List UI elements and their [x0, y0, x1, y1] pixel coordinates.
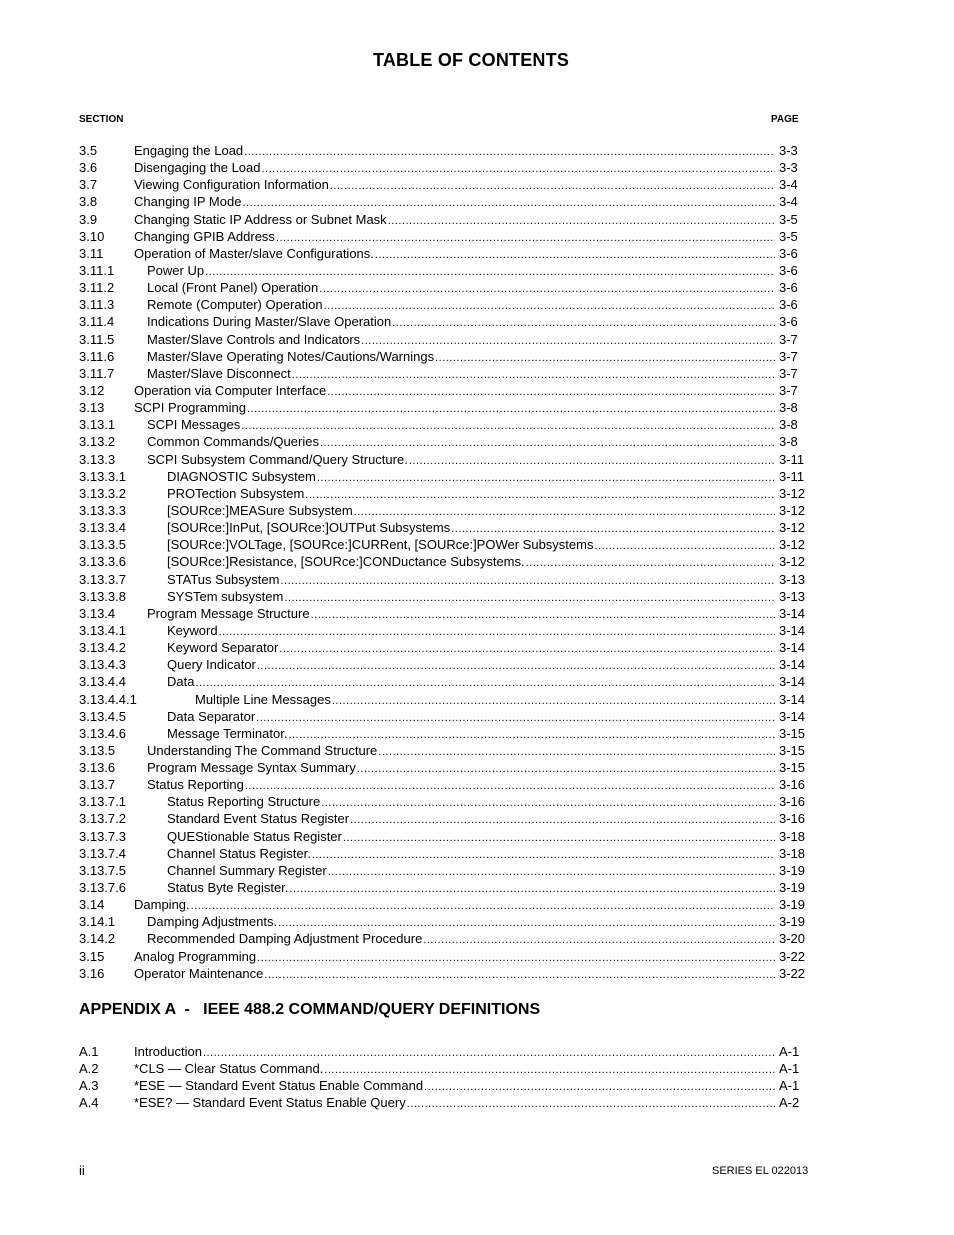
- toc-entry-line: [167, 502, 809, 521]
- toc-entry[interactable]: [79, 776, 809, 793]
- toc-entry-number: 3.13.3.5: [79, 537, 126, 553]
- toc-entry-page: 3-5: [779, 211, 798, 227]
- toc-entry-number: 3.13.3.7: [79, 571, 126, 587]
- toc-entry-line: [134, 399, 809, 418]
- toc-entry[interactable]: [79, 1094, 809, 1111]
- toc-entry-title: *ESE? — Standard Event Status Enable Query: [134, 1095, 406, 1111]
- toc-entry-number: 3.13.4.1: [79, 622, 126, 638]
- toc-entry-page: 3-14: [779, 674, 806, 690]
- toc-entry-title: Status Reporting Structure: [167, 794, 321, 810]
- toc-entry-page: 3-8: [779, 400, 798, 416]
- toc-entry-number: 3.13.5: [79, 742, 116, 758]
- toc-entry-line: [147, 759, 809, 778]
- toc-entry[interactable]: [79, 365, 809, 382]
- toc-entry-page: 3-22: [779, 965, 806, 981]
- toc-entry-page: 3-12: [779, 537, 806, 553]
- toc-entry-line: [167, 810, 809, 829]
- toc-entry-title: Program Message Structure: [147, 605, 310, 621]
- footer-series: SERIES EL 022013: [712, 1165, 809, 1177]
- toc-entry-page: 3-19: [779, 914, 806, 930]
- toc-entry-number: 3.16: [79, 965, 105, 981]
- toc-entry-line: [167, 553, 809, 572]
- toc-entry-title: Master/Slave Operating Notes/Cautions/Warnings: [147, 348, 435, 364]
- toc-entry-page: 3-12: [779, 520, 806, 536]
- toc-entry-page: 3-6: [779, 314, 798, 330]
- toc-entry-page: 3-16: [779, 794, 806, 810]
- toc-entry-number: 3.11.7: [79, 365, 115, 381]
- toc-entry-number: 3.13.2: [79, 434, 116, 450]
- toc-entry-number: 3.13.7.6: [79, 880, 126, 896]
- toc-entry-line: [134, 193, 809, 212]
- toc-entry[interactable]: [79, 879, 809, 896]
- toc-entry-number: 3.13.7.1: [79, 794, 126, 810]
- toc-entry[interactable]: [79, 416, 809, 433]
- toc-entry-title: Indications During Master/Slave Operation: [147, 314, 392, 330]
- toc-entry-line: [134, 948, 809, 967]
- toc-entry-page: A-1: [779, 1078, 800, 1094]
- toc-entry[interactable]: [79, 948, 809, 965]
- toc-entry-page: 3-6: [779, 245, 798, 261]
- toc-entry-line: [167, 673, 809, 692]
- toc-entry-line: [147, 433, 809, 452]
- toc-entry-line: [134, 1077, 809, 1096]
- toc-entry-number: 3.13.4.3: [79, 657, 126, 673]
- toc-entry[interactable]: [79, 965, 809, 982]
- dot-leader: [264, 967, 775, 984]
- toc-entry-page: 3-19: [779, 880, 806, 896]
- toc-entry-page: 3-3: [779, 143, 798, 158]
- toc-entry[interactable]: [79, 502, 809, 519]
- dot-leader: [407, 1096, 775, 1113]
- toc-entry-line: [147, 605, 809, 624]
- toc-entry-line: [147, 348, 809, 367]
- toc-entry-line: [147, 262, 809, 281]
- toc-entry[interactable]: [79, 1043, 809, 1060]
- toc-entry-line: [147, 313, 809, 332]
- toc-entry-page: 3-13: [779, 571, 806, 587]
- toc-entry-page: 3-4: [779, 177, 798, 193]
- toc-entry-number: 3.13.1: [79, 417, 116, 433]
- toc-entry[interactable]: [79, 742, 809, 759]
- toc-entry-number: 3.15: [79, 948, 105, 964]
- toc-entry-title: *ESE — Standard Event Status Enable Command: [134, 1078, 424, 1094]
- toc-entry[interactable]: [79, 296, 809, 313]
- toc-entry-page: 3-12: [779, 485, 806, 501]
- toc-entry-number: 3.13.3.6: [79, 554, 126, 570]
- toc-entry-title: [SOURce:]Resistance, [SOURce:]CONDuctance Subsystems.: [167, 554, 525, 570]
- toc-entry-page: A-1: [779, 1044, 800, 1059]
- toc-entry-page: 3-11: [779, 468, 805, 484]
- toc-entry-number: 3.11.3: [79, 297, 115, 313]
- toc-entry-title: Program Message Syntax Summary: [147, 760, 356, 776]
- toc-entry-title: Multiple Line Messages: [195, 691, 331, 707]
- toc-entry-page: 3-15: [779, 742, 806, 758]
- toc-entry-title: PROTection Subsystem: [167, 485, 305, 501]
- toc-entry-number: 3.10: [79, 228, 105, 244]
- toc-entry-page: 3-12: [779, 502, 806, 518]
- toc-entry[interactable]: [79, 930, 809, 947]
- toc-entry-title: Channel Summary Register: [167, 862, 327, 878]
- toc-entry-page: 3-14: [779, 657, 806, 673]
- toc-entry[interactable]: [79, 845, 809, 862]
- toc-entry-title: *CLS — Clear Status Command.: [134, 1061, 324, 1077]
- toc-entry-page: 3-7: [779, 365, 798, 381]
- toc-entry-number: 3.13.6: [79, 760, 116, 776]
- toc-entry-title: Operation via Computer Interface: [134, 382, 327, 398]
- toc-entry-line: [134, 211, 809, 230]
- toc-entry[interactable]: [79, 485, 809, 502]
- toc-entry-title: Changing IP Mode: [134, 194, 242, 210]
- toc-entry[interactable]: [79, 159, 809, 176]
- toc-entry-line: [134, 1094, 809, 1113]
- toc-entry-number: 3.13.4: [79, 605, 116, 621]
- toc-entry-title: Master/Slave Controls and Indicators: [147, 331, 361, 347]
- toc-entry-page: 3-14: [779, 640, 806, 656]
- toc-entry-title: Data: [167, 674, 195, 690]
- toc-entry-title: Changing Static IP Address or Subnet Mask: [134, 211, 387, 227]
- toc-entry-line: [167, 536, 809, 555]
- toc-entry-line: [167, 468, 809, 487]
- toc-entry-title: Engaging the Load: [134, 143, 244, 158]
- appendix-heading: APPENDIX A - IEEE 488.2 COMMAND/QUERY DEFINITIONS: [79, 1001, 541, 1018]
- toc-entry-line: [134, 965, 809, 984]
- toc-entry-page: 3-4: [779, 194, 798, 210]
- toc-entry-title: Changing GPIB Address: [134, 228, 275, 244]
- toc-entry-number: 3.11.2: [79, 280, 115, 296]
- toc-entry-line: [167, 725, 809, 744]
- toc-entry[interactable]: [79, 193, 809, 210]
- toc-entry-number: 3.6: [79, 160, 98, 176]
- toc-entry-page: 3-15: [779, 725, 806, 741]
- toc-entry-number: 3.7: [79, 177, 98, 193]
- toc-entry-title: QUEStionable Status Register: [167, 828, 342, 844]
- toc-entry-number: 3.11.6: [79, 348, 115, 364]
- toc-entry-page: 3-16: [779, 811, 806, 827]
- toc-entry-title: Keyword Separator: [167, 640, 279, 656]
- toc-entry-number: 3.13.7.4: [79, 845, 126, 861]
- toc-entry[interactable]: [79, 862, 809, 879]
- toc-entry-title: Damping Adjustments.: [147, 914, 278, 930]
- toc-entry[interactable]: [79, 279, 809, 296]
- toc-entry-number: 3.11.5: [79, 331, 115, 347]
- toc-entry-number: 3.13.3: [79, 451, 116, 467]
- toc-entry-title: Damping.: [134, 897, 190, 913]
- toc-entry-number: 3.13.3.8: [79, 588, 126, 604]
- toc-entry[interactable]: [79, 725, 809, 742]
- toc-entry-title: Keyword: [167, 622, 218, 638]
- toc-entry[interactable]: [79, 828, 809, 845]
- toc-entry-page: 3-14: [779, 691, 806, 707]
- toc-entry[interactable]: [79, 348, 809, 365]
- toc-entry[interactable]: [79, 708, 809, 725]
- toc-entry-line: [167, 656, 809, 675]
- toc-entry-line: [147, 776, 809, 795]
- toc-entry-page: 3-7: [779, 348, 798, 364]
- toc-entry[interactable]: [79, 691, 809, 708]
- toc-entry-line: [134, 142, 809, 161]
- toc-entry-title: Local (Front Panel) Operation: [147, 280, 319, 296]
- toc-entry-number: 3.13.7.5: [79, 862, 126, 878]
- toc-entry-page: 3-7: [779, 331, 798, 347]
- page-title: TABLE OF CONTENTS: [372, 50, 570, 70]
- toc-entry-title: DIAGNOSTIC Subsystem: [167, 468, 316, 484]
- toc-entry-line: [134, 159, 809, 178]
- toc-entry-number: 3.13.4.2: [79, 640, 126, 656]
- toc-entry-page: 3-13: [779, 588, 806, 604]
- toc-entry-number: 3.13.7.3: [79, 828, 126, 844]
- toc-entry-page: 3-6: [779, 297, 798, 313]
- toc-entry-title: Master/Slave Disconnect: [147, 365, 291, 381]
- toc-entry[interactable]: [79, 262, 809, 279]
- toc-entry-page: 3-20: [779, 931, 806, 947]
- toc-entry-title: Introduction: [134, 1044, 202, 1059]
- toc-entry-number: 3.13.3.1: [79, 468, 126, 484]
- toc-entry[interactable]: [79, 913, 809, 930]
- toc-entry[interactable]: [79, 399, 809, 416]
- toc-entry-number: A.4: [79, 1095, 99, 1111]
- footer-page-number: ii: [79, 1163, 85, 1178]
- toc-entry-number: 3.11.4: [79, 314, 115, 330]
- toc-entry-title: [SOURce:]VOLTage, [SOURce:]CURRent, [SOURce:]POWer Subsystems: [167, 537, 594, 553]
- toc-entry-number: 3.13.4.5: [79, 708, 126, 724]
- toc-entry[interactable]: [79, 176, 809, 193]
- toc-entry-title: [SOURce:]InPut, [SOURce:]OUTPut Subsystems: [167, 520, 451, 536]
- toc-entry-title: SCPI Programming: [134, 400, 246, 416]
- toc-entry-title: Status Reporting: [147, 777, 244, 793]
- toc-entry-page: 3-3: [779, 160, 798, 176]
- toc-entry-line: [167, 485, 809, 504]
- toc-entry-line: [134, 176, 809, 195]
- toc-entry-line: [167, 828, 809, 847]
- toc-entry-line: [167, 588, 809, 607]
- toc-entry-page: 3-19: [779, 862, 806, 878]
- toc-entry-page: 3-14: [779, 708, 806, 724]
- toc-entry-line: [195, 691, 809, 710]
- toc-entry-line: [167, 708, 809, 727]
- toc-entry[interactable]: [79, 331, 809, 348]
- toc-entry[interactable]: [79, 142, 809, 159]
- toc-entry-number: 3.13.3.4: [79, 520, 126, 536]
- toc-entry-number: 3.11.1: [79, 262, 115, 278]
- toc-entry-number: 3.13.3.3: [79, 502, 126, 518]
- toc-entry-number: 3.11: [79, 245, 104, 261]
- toc-entry-title: Remote (Computer) Operation: [147, 297, 323, 313]
- toc-entry-line: [147, 913, 809, 932]
- section-column-header: SECTION: [79, 114, 124, 125]
- toc-entry-title: Power Up: [147, 262, 205, 278]
- toc-entry-title: Common Commands/Queries: [147, 434, 319, 450]
- toc-entry[interactable]: [79, 245, 809, 262]
- toc-entry[interactable]: [79, 896, 809, 913]
- toc-entry[interactable]: [79, 605, 809, 622]
- toc-entry[interactable]: [79, 639, 809, 656]
- toc-entry-number: 3.13.7.2: [79, 811, 126, 827]
- toc-entry[interactable]: [79, 571, 809, 588]
- toc-entry-line: [167, 845, 809, 864]
- toc-entry-line: [134, 896, 809, 915]
- page-column-header: PAGE: [771, 114, 799, 125]
- toc-entry-page: 3-19: [779, 897, 806, 913]
- toc-entry-title: SCPI Subsystem Command/Query Structure.: [147, 451, 408, 467]
- toc-entry[interactable]: [79, 622, 809, 639]
- toc-entry[interactable]: [79, 382, 809, 399]
- toc-entry-title: SYSTem subsystem: [167, 588, 284, 604]
- toc-entry-line: [167, 793, 809, 812]
- toc-entry-title: Recommended Damping Adjustment Procedure: [147, 931, 423, 947]
- toc-entry-line: [147, 279, 809, 298]
- toc-entry-number: A.2: [79, 1061, 99, 1077]
- toc-entry-line: [134, 228, 809, 247]
- toc-entry-page: 3-15: [779, 760, 806, 776]
- toc-entry[interactable]: [79, 468, 809, 485]
- toc-entry-title: SCPI Messages: [147, 417, 241, 433]
- toc-entry-title: Operation of Master/slave Configurations.: [134, 245, 374, 261]
- toc-entry-title: Viewing Configuration Information: [134, 177, 329, 193]
- toc-entry-line: [134, 245, 809, 264]
- toc-entry-page: 3-22: [779, 948, 806, 964]
- toc-entry-number: 3.12: [79, 382, 105, 398]
- toc-entry-page: A-1: [779, 1061, 800, 1077]
- toc-entry-line: [147, 365, 809, 384]
- toc-entry-number: 3.13: [79, 400, 105, 416]
- toc-entry-line: [167, 639, 809, 658]
- toc-entry-line: [134, 1060, 809, 1079]
- toc-entry-number: 3.13.4.4.1: [79, 691, 137, 707]
- toc-entry-page: 3-7: [779, 382, 798, 398]
- toc-entry[interactable]: [79, 313, 809, 330]
- toc-entry-page: 3-8: [779, 434, 798, 450]
- toc-entry-page: 3-5: [779, 228, 798, 244]
- toc-entry-number: 3.14.1: [79, 914, 116, 930]
- toc-entry-page: A-2: [779, 1095, 800, 1111]
- toc-entry-line: [147, 742, 809, 761]
- toc-entry-page: 3-12: [779, 554, 806, 570]
- toc-entry-number: 3.5: [79, 143, 98, 158]
- toc-entry-line: [147, 930, 809, 949]
- toc-entry-title: [SOURce:]MEASure Subsystem: [167, 502, 353, 518]
- toc-entry-number: 3.13.7: [79, 777, 116, 793]
- toc-entry-page: 3-16: [779, 777, 806, 793]
- toc-entry-number: 3.9: [79, 211, 98, 227]
- toc-entry-line: [147, 451, 809, 470]
- toc-entry-title: Query Indicator: [167, 657, 256, 673]
- toc-entry[interactable]: [79, 553, 809, 570]
- toc-entry-line: [167, 519, 809, 538]
- toc-entry-page: 3-18: [779, 828, 806, 844]
- toc-entry-number: 3.13.4.6: [79, 725, 126, 741]
- toc-entry[interactable]: [79, 1077, 809, 1094]
- toc-entry[interactable]: [79, 211, 809, 228]
- toc-entry[interactable]: [79, 759, 809, 776]
- toc-entry-page: 3-14: [779, 622, 806, 638]
- toc-entry-line: [167, 571, 809, 590]
- toc-entry[interactable]: [79, 793, 809, 810]
- toc-entry[interactable]: [79, 673, 809, 690]
- toc-entry-line: [134, 382, 809, 401]
- toc-entry-title: Disengaging the Load: [134, 160, 261, 176]
- toc-entry-title: Data Separator: [167, 708, 256, 724]
- toc-entry-page: 3-8: [779, 417, 798, 433]
- toc-entry-line: [167, 879, 809, 898]
- toc-entry-page: 3-6: [779, 262, 798, 278]
- toc-entry[interactable]: [79, 519, 809, 536]
- toc-entry-number: 3.14: [79, 897, 105, 913]
- toc-entry-page: 3-6: [779, 280, 798, 296]
- toc-entry-line: [167, 862, 809, 881]
- toc-entry[interactable]: [79, 433, 809, 450]
- toc-list: [79, 142, 809, 982]
- appendix-toc-list: [79, 1043, 809, 1112]
- toc-entry-number: 3.13.4.4: [79, 674, 126, 690]
- toc-entry-number: 3.8: [79, 194, 98, 210]
- toc-entry-line: [147, 296, 809, 315]
- toc-entry-title: Analog Programming: [134, 948, 257, 964]
- toc-entry-number: A.1: [79, 1044, 99, 1059]
- toc-entry-line: [134, 1043, 809, 1062]
- toc-entry-page: 3-18: [779, 845, 806, 861]
- toc-entry-line: [167, 622, 809, 641]
- toc-entry[interactable]: [79, 810, 809, 827]
- toc-entry-number: A.3: [79, 1078, 99, 1094]
- toc-entry-title: Standard Event Status Register: [167, 811, 350, 827]
- toc-entry[interactable]: [79, 536, 809, 553]
- toc-entry[interactable]: [79, 656, 809, 673]
- toc-entry[interactable]: [79, 451, 809, 468]
- toc-entry[interactable]: [79, 1060, 809, 1077]
- toc-entry-title: Status Byte Register.: [167, 880, 289, 896]
- toc-entry-line: [147, 331, 809, 350]
- toc-entry-title: Channel Status Register.: [167, 845, 311, 861]
- toc-entry-title: Operator Maintenance: [134, 965, 264, 981]
- toc-entry[interactable]: [79, 588, 809, 605]
- toc-entry-number: 3.14.2: [79, 931, 116, 947]
- toc-entry-line: [147, 416, 809, 435]
- toc-entry-page: 3-14: [779, 605, 806, 621]
- toc-entry-title: STATus Subsystem: [167, 571, 280, 587]
- toc-entry-title: Message Terminator.: [167, 725, 288, 741]
- toc-entry-title: Understanding The Command Structure: [147, 742, 378, 758]
- toc-entry-page: 3-11: [779, 451, 805, 467]
- toc-entry-number: 3.13.3.2: [79, 485, 126, 501]
- toc-entry[interactable]: [79, 228, 809, 245]
